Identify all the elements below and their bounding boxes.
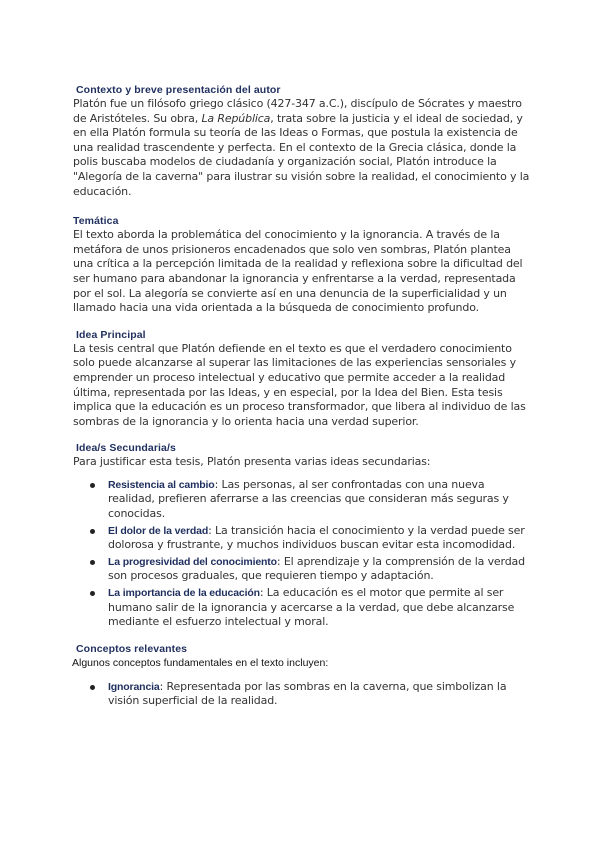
book-title: La República [201, 111, 271, 125]
document-content [73, 84, 533, 722]
section-heading-tematica: Temática [73, 215, 119, 228]
list-item-text: : El aprendizaje y la comprensión de la verdad son procesos graduales, que requieren tiempo y adaptación. [108, 554, 525, 583]
section-conceptos [73, 643, 533, 709]
ideas-secundarias-list [73, 478, 533, 630]
section-contexto [73, 84, 533, 199]
bullet-icon [90, 685, 95, 690]
section-tematica [73, 215, 533, 316]
list-item [73, 680, 533, 709]
bullet-icon [90, 560, 95, 565]
contexto-text-before: Platón fue un filósofo griego clásico (427-347 a.C.), discípulo de Sócrates y maestro de Aristóteles. Su obra, [73, 97, 522, 125]
list-item-text: : La transición hacia el conocimiento y la verdad puede ser dolorosa y frustrante, y muchos individuos buscan evitar esta incomodidad. [108, 523, 525, 552]
section-text-tematica: El texto aborda la problemática del conocimiento y la ignorancia. A través de la metáfora de unos prisioneros encadenados que solo ven sombras, Platón plantea una crítica a la percepción limitada de la realidad y reflexiona sobre la dificultad del ser humano para abandonar la ignorancia y enfrentarse a la verdad, representada por el sol. La alegoría se convierte así en una denuncia de la superficialidad y un llamado hacia una vida orientada a la búsqueda de conocimiento profundo. [73, 228, 523, 315]
list-item-text: : Las personas, al ser confrontadas con una nueva realidad, prefieren aferrarse a las creencias que consideran más seguras y conocidas. [108, 477, 509, 521]
conceptos-list [73, 680, 533, 709]
section-heading-ideas-secundarias: Idea/s Secundaria/s [76, 442, 176, 455]
bullet-icon [90, 591, 95, 596]
section-idea-principal [73, 329, 533, 430]
list-item-term: El dolor de la verdad [108, 524, 209, 537]
contexto-text-after: , trata sobre la justicia y el ideal de sociedad, y en ella Platón formula su teoría de las Ideas o Formas, que postula la existencia de una realidad trascendente y perfecta. En el contexto de la Grecia clásica, donde la polis buscaba modelos de ciudadanía y organización social, Platón introduce la "Alegoría de la caverna" para ilustrar su visión sobre la realidad, el conocimiento y la educación. [73, 111, 530, 198]
list-item [73, 555, 533, 584]
list-item-term: Resistencia al cambio [108, 478, 215, 491]
section-text-contexto [73, 97, 533, 199]
section-heading-contexto: Contexto y breve presentación del autor [76, 84, 281, 96]
list-item [73, 478, 533, 522]
bullet-icon [90, 483, 95, 488]
ideas-secundarias-intro: Para justificar esta tesis, Platón presenta varias ideas secundarias: [73, 455, 431, 469]
section-heading-idea-principal: Idea Principal [76, 328, 146, 341]
section-ideas-secundarias [73, 442, 533, 630]
section-heading-conceptos: Conceptos relevantes [76, 642, 188, 655]
list-item-text: : Representada por las sombras en la caverna, que simbolizan la visión superficial de la realidad. [108, 679, 507, 708]
list-item [73, 586, 533, 630]
list-item-term: La importancia de la educación [108, 587, 260, 600]
list-item-term: Ignorancia [108, 680, 160, 693]
list-item-term: La progresividad del conocimiento [108, 555, 277, 568]
list-item [73, 524, 533, 553]
bullet-icon [90, 529, 95, 534]
conceptos-intro: Algunos conceptos fundamentales en el texto incluyen: [72, 656, 329, 669]
section-text-idea-principal: La tesis central que Platón defiende en el texto es que el verdadero conocimiento solo puede alcanzarse al superar las limitaciones de las experiencias sensoriales y emprender un proceso intelectual y educativo que permite acceder a la realidad última, representada por las Ideas, y en especial, por la Idea del Bien. Esta tesis implica que la educación es un proceso transformador, que libera al individuo de las sombras de la ignorancia y lo orienta hacia una verdad superior. [73, 341, 526, 428]
list-item-text: : La educación es el motor que permite al ser humano salir de la ignorancia y acercarse a la verdad, que debe alcanzarse mediante el esfuerzo intelectual y moral. [108, 586, 515, 629]
